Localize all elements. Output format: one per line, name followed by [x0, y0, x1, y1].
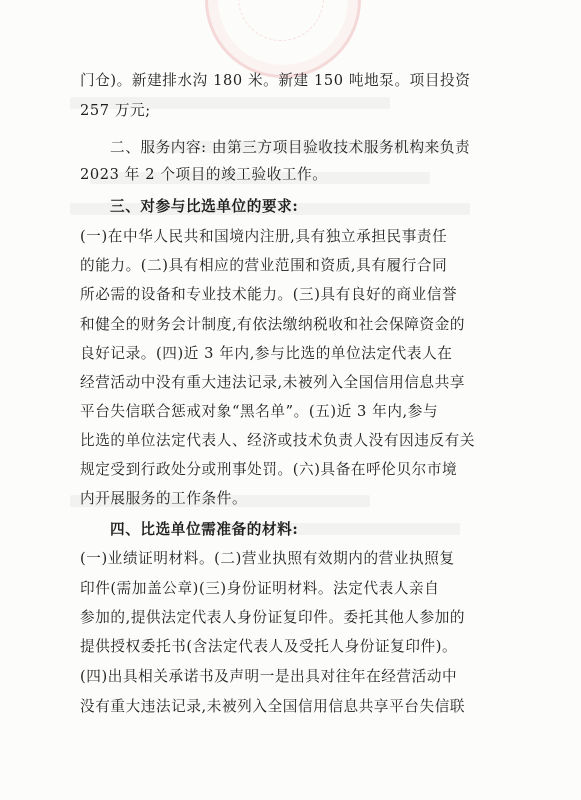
text-line: 内开展服务的工作条件。: [80, 490, 248, 507]
text-line: 所必需的设备和专业技术能力。(三)具有良好的商业信誉: [80, 286, 458, 303]
text-line: 平台失信联合惩戒对象“黑名单”。(五)近 3 年内,参与: [80, 403, 439, 420]
text-line: (四)出具相关承诺书及声明一是出具对往年在经营活动中: [80, 668, 458, 685]
text-line: 规定受到行政处分或刑事处罚。(六)具备在呼伦贝尔市境: [80, 461, 458, 478]
text-line: 的能力。(二)具有相应的营业范围和资质,具有履行合同: [80, 257, 448, 274]
text-line: 经营活动中没有重大违法记录,未被列入全国信用信息共享: [80, 374, 466, 391]
text-line: 提供授权委托书(含法定代表人及受托人身份证复印件)。: [80, 638, 458, 655]
text-line: 和健全的财务会计制度,有依法缴纳税收和社会保障资金的: [80, 316, 466, 333]
text-line: 257 万元;: [80, 102, 151, 119]
text-line: 门仓)。新建排水沟 180 米。新建 150 吨地泵。项目投资: [80, 72, 471, 89]
section-heading: 四、比选单位需准备的材料:: [110, 521, 299, 538]
text-line: 参加的,提供法定代表人身份证复印件。委托其他人参加的: [80, 609, 466, 626]
section-heading: 三、对参与比选单位的要求:: [110, 198, 299, 215]
text-line: (一)业绩证明材料。(二)营业执照有效期内的营业执照复: [80, 550, 455, 567]
text-line: 印件(需加盖公章)(三)身份证明材料。法定代表人亲自: [80, 580, 440, 597]
text-line: 良好记录。(四)近 3 年内,参与比选的单位法定代表人在: [80, 345, 453, 362]
text-line: 比选的单位法定代表人、经济或技术负责人没有因违反有关: [80, 432, 476, 449]
text-line: 2023 年 2 个项目的竣工验收工作。: [80, 166, 328, 183]
text-line: 没有重大违法记录,未被列入全国信用信息共享平台失信联: [80, 698, 466, 715]
section-heading: 二、服务内容: 由第三方项目验收技术服务机构来负责: [110, 139, 471, 156]
text-line: (一)在中华人民共和国境内注册,具有独立承担民事责任: [80, 228, 448, 245]
